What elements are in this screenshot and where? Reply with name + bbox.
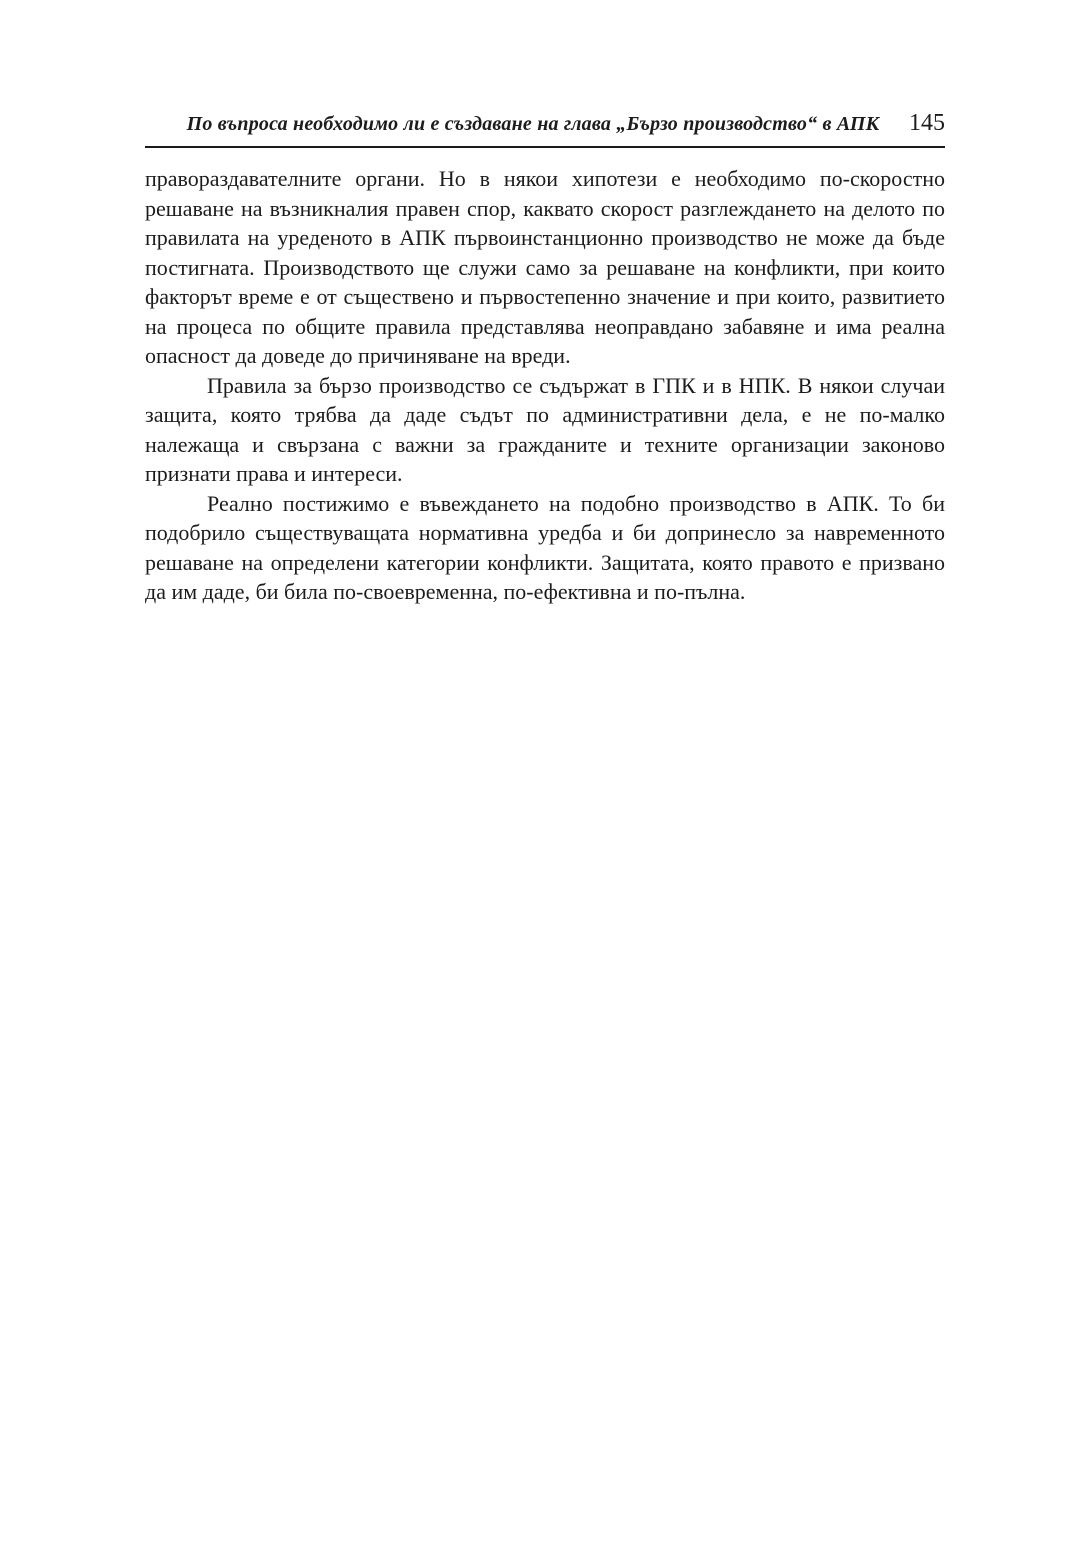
running-header xyxy=(145,110,945,146)
running-header-title: По въпроса необходимо ли е създаване на глава „Бързо производство“ в АПК xyxy=(186,113,880,135)
body-text xyxy=(145,164,945,607)
paragraph: Реално постижимо е въвеждането на подобно производство в АПК. То би подобрило съществуващата нормативна уредба и би допринесло за навременното решаване на определени категории конфликти. Защитата, която правото е призвано да им даде, би била по-своевременна, по-ефективна и по-пълна. xyxy=(145,490,945,604)
header-divider xyxy=(145,146,945,148)
page-number: 145 xyxy=(909,110,945,136)
paragraph: правораздавателните органи. Но в някои хипотези е необходимо по-скоростно решаване на възникналия правен спор, каквато скорост разглеждането на делото по правилата на уреденото в АПК първоинстанционно производство не може да бъде постигната. Производството ще служи само за решаване на конфликти, при които факторът време е от съществено и първостепенно значение и при които, развитието на процеса по общите правила представлява неоправдано забавяне и има реална опасност да доведе до причиняване на вреди. xyxy=(145,166,945,368)
page-content xyxy=(145,110,945,607)
paragraph: Правила за бързо производство се съдържат в ГПК и в НПК. В някои случаи защита, която трябва да даде съдът по административни дела, е не по-малко належаща и свързана с важни за гражданите и техните организации законово признати права и интереси. xyxy=(145,372,945,486)
